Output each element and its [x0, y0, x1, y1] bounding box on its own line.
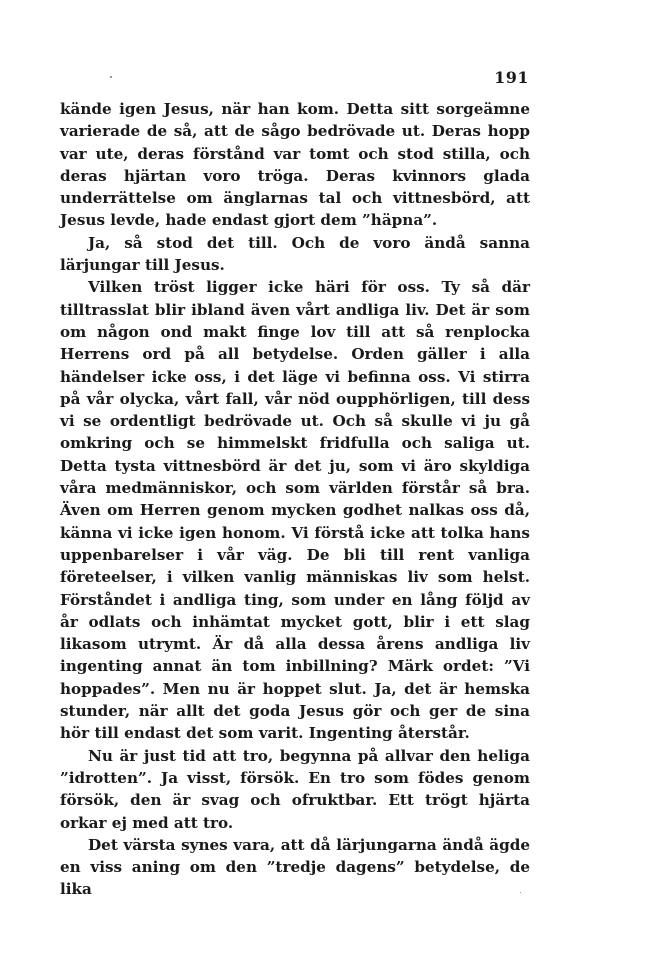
- paragraph-3: Vilken tröst ligger icke häri för oss. Ty så där tilltrasslat blir ibland även vårt andliga liv. Det är som om någon ond makt finge lov till att så renplocka Herrens ord på all betydelse. Orden gäller i alla händelser icke oss, i det läge vi befinna oss. Vi stirra på vår olycka, vårt fall, vår nöd oupphörligen, till dess vi se ordentligt bedrövade ut. Och så skulle vi ju gå omkring och se himmelskt fridfulla och saliga ut. Detta tysta vittnesbörd är det ju, som vi äro skyldiga våra medmänniskor, och som världen förstår så bra. Även om Herren genom mycken godhet nalkas oss då, känna vi icke igen honom. Vi förstå icke att tolka hans uppenbarelser i vår väg. De bli till rent vanliga företeelser, i vilken vanlig människas liv som helst. Förståndet i andliga ting, som under en lång följd av år odlats och inhämtat mycket gott, blir i ett slag likasom utrymt. Är då alla dessa årens andliga liv ingenting annat än tom inbillning? Märk ordet: ”Vi hoppades”. Men nu är hoppet slut. Ja, det är hemska stunder, när allt det goda Jesus gör och ger de sina hör till endast det som varit. Ingenting återstår.: [60, 278, 530, 743]
- page-number: 191: [494, 68, 529, 87]
- paragraph-5: Det värsta synes vara, att då lärjungarna ändå ägde en viss aning om den ”tredje dagens” betydelse, de lika: [60, 835, 530, 899]
- paragraph-1: kände igen Jesus, när han kom. Detta sitt sorgeämne varierade de så, att de sågo bedrövade ut. Deras hopp var ute, deras förstånd var tomt och stod stilla, och deras hjärtan voro tröga. Deras kvinnors glada underrättelse om änglarnas tal och vittnesbörd, att Jesus levde, hade endast gjort dem ”häpna”.: [60, 100, 530, 230]
- body-text: [60, 98, 530, 901]
- paper-speck: [110, 76, 112, 78]
- paragraph-2: Ja, så stod det till. Och de voro ändå sanna lärjungar till Jesus.: [60, 233, 530, 275]
- paragraph-4: Nu är just tid att tro, begynna på allvar den heliga ”idrotten”. Ja visst, försök. En tro som födes genom försök, den är svag och ofruktbar. Ett trögt hjärta orkar ej med att tro.: [60, 746, 530, 832]
